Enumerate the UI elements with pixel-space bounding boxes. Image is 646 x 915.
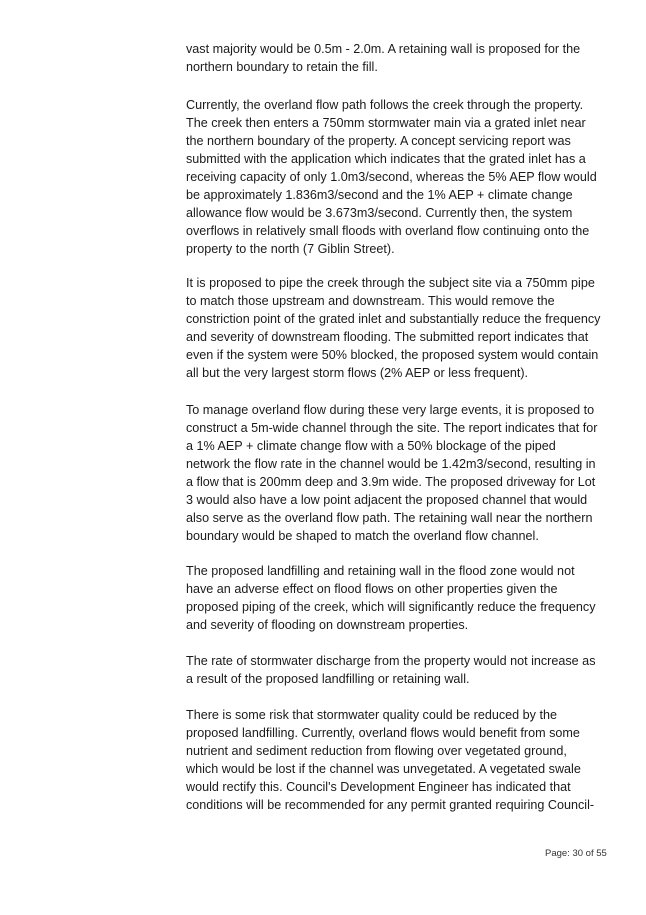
paragraph-flood-zone-effect: The proposed landfilling and retaining wall in the flood zone would not have an adverse effect on flood flows on other properties given the proposed piping of the creek, which will significantly reduce the frequency and severity of flooding on downstream properties. bbox=[186, 564, 596, 632]
paragraph-overland-flow-path: Currently, the overland flow path follows the creek through the property. The creek then enters a 750mm stormwater main via a grated inlet near the northern boundary of the property. A concept servicing report was submitted with the application which indicates that the grated inlet has a receiving capacity of only 1.0m3/second, whereas the 5% AEP flow would be approximately 1.836m3/second and the 1% AEP + climate change allowance flow would be 3.673m3/second. Currently then, the system overflows in relatively small floods with overland flow continuing onto the property to the north (7 Giblin Street). bbox=[186, 98, 597, 256]
page-number: Page: 30 of 55 bbox=[545, 848, 607, 859]
paragraph-discharge-rate: The rate of stormwater discharge from the property would not increase as a result of the proposed landfilling or retaining wall. bbox=[186, 654, 596, 686]
paragraph-fill-retaining-wall: vast majority would be 0.5m - 2.0m. A retaining wall is proposed for the northern boundary to retain the fill. bbox=[186, 42, 581, 74]
paragraph-stormwater-quality: There is some risk that stormwater quality could be reduced by the proposed landfilling. Currently, overland flows would benefit from some nutrient and sediment reduction from flowing over vegetated ground, which would be lost if the channel was unvegetated. A vegetated swale would rectify this. Council's Development Engineer has indicated that conditions will be recommended for any permit granted requiring Council- bbox=[186, 708, 595, 812]
paragraph-pipe-creek: It is proposed to pipe the creek through the subject site via a 750mm pipe to match those upstream and downstream. This would remove the constriction point of the grated inlet and substantially reduce the frequency and severity of downstream flooding. The submitted report indicates that even if the system were 50% blocked, the proposed system would contain all but the very largest storm flows (2% AEP or less frequent). bbox=[186, 276, 601, 380]
paragraph-overland-channel: To manage overland flow during these very large events, it is proposed to construct a 5m-wide channel through the site. The report indicates that for a 1% AEP + climate change flow with a 50% blockage of the piped network the flow rate in the channel would be 1.42m3/second, resulting in a flow that is 200mm deep and 3.9m wide. The proposed driveway for Lot 3 would also have a low point adjacent the proposed channel that would also serve as the overland flow path. The retaining wall near the northern boundary would be shaped to match the overland flow channel. bbox=[186, 403, 598, 543]
